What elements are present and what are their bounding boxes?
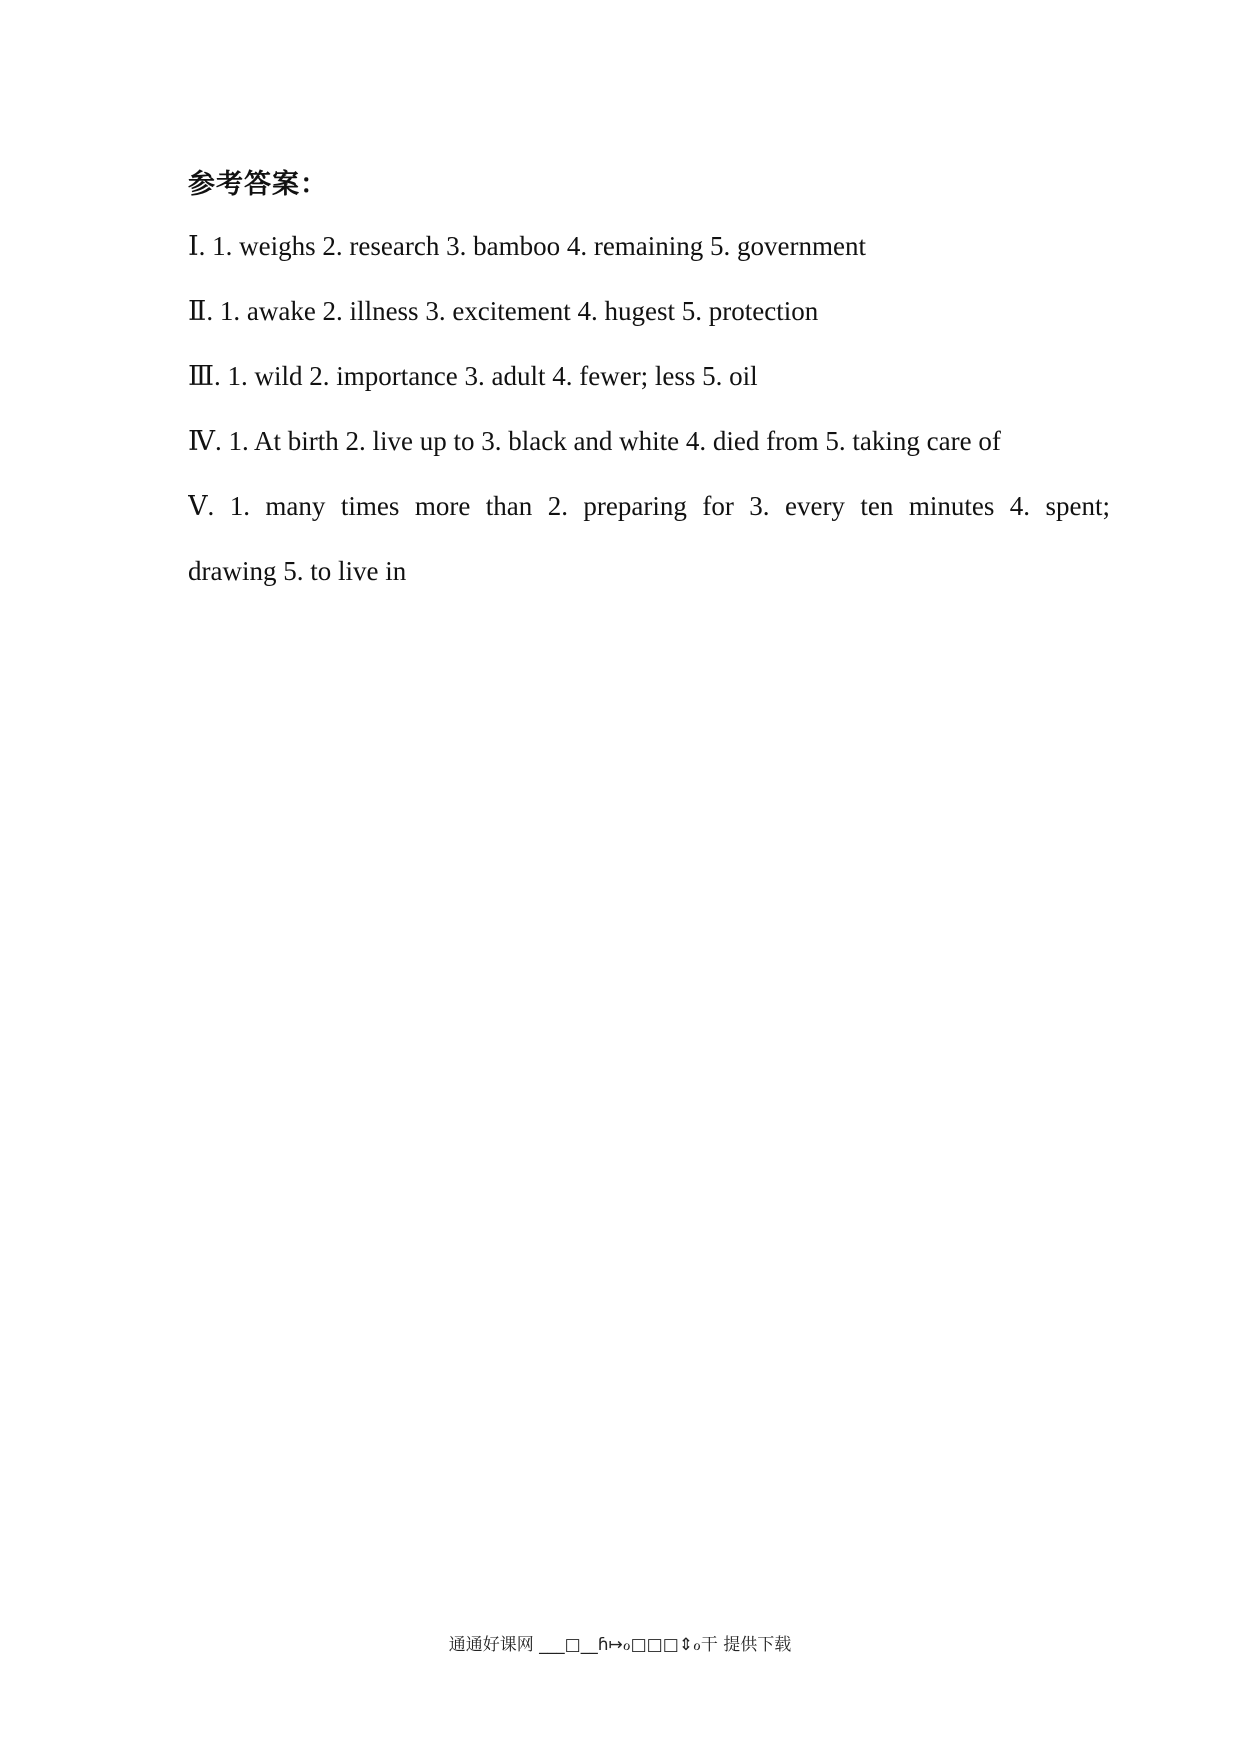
section-numeral: Ⅰ — [188, 231, 199, 261]
section-answers: . 1. At birth 2. live up to 3. black and white 4. died from 5. taking care of — [214, 426, 1001, 456]
answer-section-3 — [188, 355, 1110, 420]
answer-section-5 — [188, 485, 1110, 527]
section-numeral: Ⅴ — [188, 491, 208, 521]
answer-list — [188, 225, 1110, 592]
section-numeral: Ⅳ — [188, 426, 215, 456]
answer-section-5-continued: drawing 5. to live in — [188, 556, 407, 586]
section-numeral: Ⅱ — [188, 296, 207, 326]
answer-key-heading: 参考答案： — [188, 169, 328, 200]
section-numeral: Ⅲ — [188, 361, 215, 391]
section-answers: . 1. weighs 2. research 3. bamboo 4. remaining 5. government — [198, 231, 866, 261]
section-answers: . 1. many times more than 2. preparing for 3. every ten minutes 4. spent; — [207, 491, 1110, 521]
answer-section-4 — [188, 420, 1110, 485]
answer-section-1 — [188, 225, 1110, 290]
answer-section-2 — [188, 290, 1110, 355]
section-answers: . 1. wild 2. importance 3. adult 4. fewer; less 5. oil — [214, 361, 758, 391]
page-footer: 通通好课网 ___□__ɦ↦ℴ□□□⇕ℴ干 提供下载 — [448, 1635, 792, 1655]
section-answers: . 1. awake 2. illness 3. excitement 4. hugest 5. protection — [206, 296, 819, 326]
